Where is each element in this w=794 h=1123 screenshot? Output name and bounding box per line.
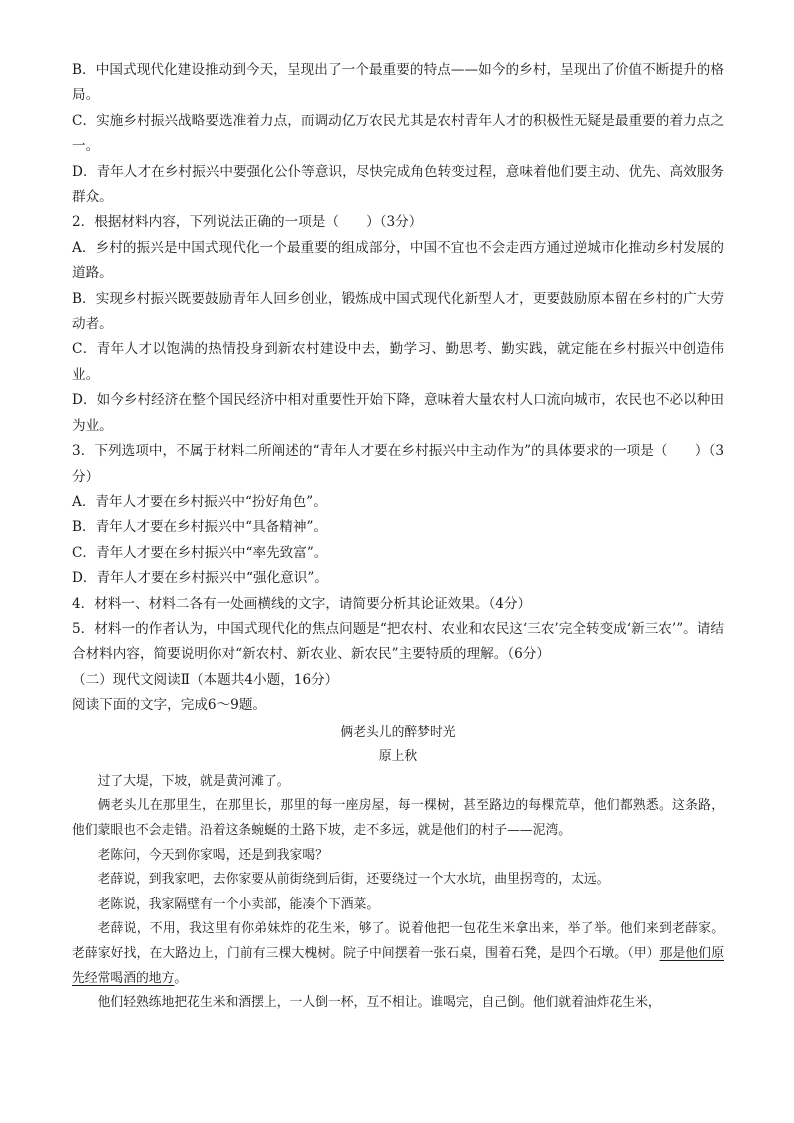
story-paragraph: 老薛说，到我家吧，去你家要从前街绕到后街，还要绕过一个大水坑，曲里拐弯的，太远。 bbox=[97, 872, 610, 888]
story-title: 俩老头儿的醉梦时光 bbox=[340, 724, 456, 740]
story-paragraph: 老陈说，我家隔壁有一个小卖部，能凑个下酒菜。 bbox=[97, 896, 380, 912]
q2-stem: 2．根据材料内容，下列说法正确的一项是（ ）（3分） bbox=[72, 214, 423, 231]
q1-option-c: C．实施乡村振兴战略要选准着力点，而调动亿万农民尤其是农村青年人才的积极性无疑是最重要的着力点之一。 bbox=[72, 112, 724, 155]
question-1-options bbox=[72, 58, 724, 210]
question-2 bbox=[72, 210, 724, 439]
marker-jia: （甲） bbox=[627, 945, 660, 961]
question-5: 5．材料一的作者认为，中国式现代化的焦点问题是“把农村、农业和农民这‘三农’完全转变成‘新三农’”。请结合材料内容，简要说明你对“新农村、新农业、新农民”主要特质的理解。（6分） bbox=[72, 620, 724, 663]
q1-option-b: B．中国式现代化建设推动到今天，呈现出了一个最重要的特点——如今的乡村，呈现出了价值不断提升的格局。 bbox=[72, 62, 724, 104]
story-paragraph: 俩老头儿在那里生，在那里长，那里的每一座房屋，每一棵树，甚至路边的每棵荒草，他们都熟悉。这条路，他们蒙眼也不会走错。沿着这条蜿蜒的土路下坡，走不多远，就是他们的村子——泥湾。 bbox=[72, 798, 724, 838]
exam-page bbox=[72, 58, 724, 1016]
q3-option-a: A．青年人才要在乡村振兴中“扮好角色”。 bbox=[72, 493, 327, 510]
q3-option-c: C．青年人才要在乡村振兴中“率先致富”。 bbox=[72, 544, 328, 561]
story-author: 原上秋 bbox=[378, 749, 418, 765]
story-paragraph: 老陈问，今天到你家喝，还是到我家喝？ bbox=[97, 847, 328, 863]
q2-option-c: C．青年人才以饱满的热情投身到新农村建设中去，勤学习、勤思考、勤实践，就定能在乡村振兴中创造伟业。 bbox=[72, 341, 724, 383]
q2-option-b: B．实现乡村振兴既要鼓励青年人回乡创业，锻炼成中国式现代化新型人才，更要鼓励原本留在乡村的广大劳动者。 bbox=[72, 290, 724, 333]
question-3 bbox=[72, 439, 724, 591]
story bbox=[72, 721, 724, 1016]
q2-option-d: D．如今乡村经济在整个国民经济中相对重要性开始下降，意味着大量农村人口流向城市，农民也不必以种田为业。 bbox=[72, 392, 724, 434]
section-instruction: 阅读下面的文字，完成6～9题。 bbox=[72, 697, 267, 714]
underlined-sentence: 那是他们原先经常喝酒的地方 bbox=[72, 945, 725, 986]
q3-stem: 3．下列选项中，不属于材料二所阐述的“青年人才要在乡村振兴中主动作为”的具体要求的一项是（ ）（3分） bbox=[72, 443, 724, 485]
story-paragraph: 他们轻熟练地把花生米和酒摆上，一人倒一杯，互不相让。谁喝完，自己倒。他们就着油炸花生米， bbox=[97, 995, 661, 1011]
section-heading: （二）现代文阅读Ⅱ（本题共4小题，16分） bbox=[72, 671, 339, 688]
q3-option-d: D．青年人才要在乡村振兴中“强化意识”。 bbox=[72, 570, 328, 587]
q2-option-a: A．乡村的振兴是中国式现代化一个最重要的组成部分，中国不宜也不会走西方通过逆城市化推动乡村发展的道路。 bbox=[72, 239, 724, 282]
story-paragraph: 过了大堤，下坡，就是黄河滩了。 bbox=[97, 773, 290, 789]
story-paragraph-jia: 老薛说，不用，我这里有你弟妹炸的花生米，够了。说着他把一包花生米拿出来，举了举。他们来到老薛家。老薛家好找，在大路边上，门前有三棵大槐树。院子中间摆着一张石桌，围着石凳，是四个石墩。（甲）那是他们原先经常喝酒的地方。 bbox=[72, 921, 725, 986]
question-4: 4．材料一、材料二各有一处画横线的文字，请简要分析其论证效果。（4分） bbox=[72, 595, 532, 612]
q1-option-d: D．青年人才在乡村振兴中要强化公仆等意识，尽快完成角色转变过程，意味着他们要主动、优先、高效服务群众。 bbox=[72, 163, 724, 206]
q3-option-b: B．青年人才要在乡村振兴中“具备精神”。 bbox=[72, 519, 327, 536]
